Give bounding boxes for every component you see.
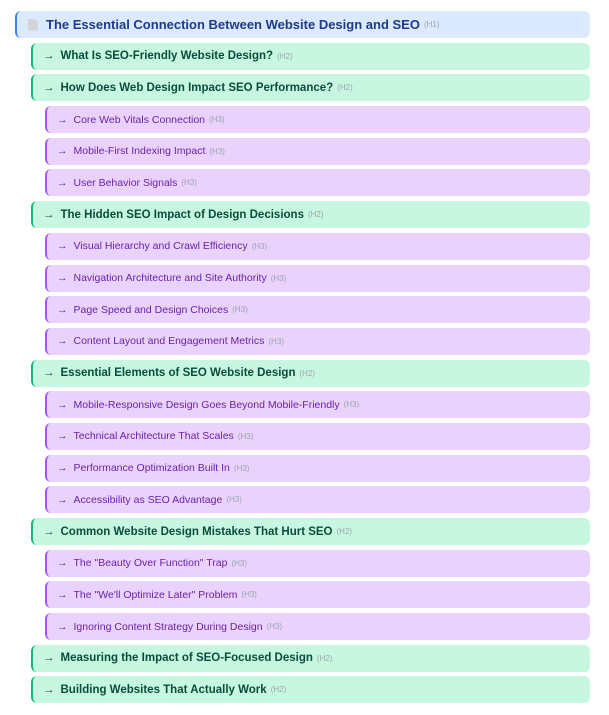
arrow-right-icon: →: [43, 683, 55, 696]
outline-item-h3[interactable]: [45, 613, 590, 640]
heading-text: Page Speed and Design Choices: [73, 303, 229, 316]
arrow-right-icon: →: [57, 272, 68, 284]
heading-text: Navigation Architecture and Site Authority: [73, 272, 267, 284]
arrow-right-icon: →: [57, 240, 68, 253]
arrow-right-icon: →: [43, 50, 55, 63]
arrow-right-icon: →: [43, 652, 55, 665]
heading-text: Content Layout and Engagement Metrics: [73, 335, 265, 348]
heading-level-tag: (H2): [316, 653, 333, 663]
outline-item-h2[interactable]: [31, 676, 590, 703]
outline-item-h2[interactable]: [31, 43, 590, 70]
outline-item-h2[interactable]: [31, 645, 590, 672]
heading-text: Measuring the Impact of SEO-Focused Design: [60, 652, 313, 665]
heading-level-tag: (H3): [231, 558, 248, 568]
heading-level-tag: (H2): [299, 368, 316, 378]
outline-item-h3[interactable]: [45, 328, 590, 355]
heading-text: User Behavior Signals: [73, 176, 178, 189]
arrow-right-icon: →: [43, 525, 55, 538]
heading-outline: [0, 11, 609, 708]
outline-item-h3[interactable]: [45, 296, 590, 323]
document-icon: [28, 19, 38, 31]
outline-item-h3[interactable]: [45, 423, 590, 450]
outline-item-h2[interactable]: [31, 74, 590, 101]
outline-item-h3[interactable]: [45, 138, 590, 165]
heading-text: The "Beauty Over Function" Trap: [73, 557, 228, 570]
arrow-right-icon: →: [57, 335, 68, 348]
arrow-right-icon: →: [57, 398, 68, 411]
arrow-right-icon: →: [57, 430, 68, 443]
heading-text: What Is SEO-Friendly Website Design?: [60, 50, 274, 63]
heading-level-tag: (H3): [226, 495, 242, 505]
outline-item-h3[interactable]: [45, 169, 590, 196]
heading-level-tag: (H3): [266, 622, 283, 632]
heading-level-tag: (H3): [181, 178, 197, 188]
heading-level-tag: (H3): [251, 241, 268, 251]
arrow-right-icon: →: [57, 176, 68, 189]
heading-text: Technical Architecture That Scales: [73, 430, 234, 443]
heading-level-tag: (H2): [307, 210, 324, 220]
heading-level-tag: (H3): [232, 305, 248, 315]
heading-level-tag: (H3): [233, 463, 250, 473]
heading-text: Common Website Design Mistakes That Hurt SEO: [60, 525, 333, 538]
heading-level-tag: (H3): [209, 146, 225, 156]
heading-text: Core Web Vitals Connection: [73, 113, 206, 126]
arrow-right-icon: →: [57, 145, 68, 158]
outline-item-h1[interactable]: [15, 11, 590, 38]
outline-item-h3[interactable]: [45, 486, 590, 513]
heading-level-tag: (H2): [277, 51, 293, 61]
heading-text: How Does Web Design Impact SEO Performance?: [60, 81, 334, 94]
heading-text: Performance Optimization Built In: [73, 462, 230, 475]
outline-item-h3[interactable]: [45, 265, 590, 292]
arrow-right-icon: →: [57, 462, 68, 475]
outline-item-h2[interactable]: [31, 360, 590, 387]
heading-text: Ignoring Content Strategy During Design: [73, 620, 263, 633]
heading-level-tag: (H3): [268, 336, 284, 346]
heading-level-tag: (H3): [343, 400, 360, 410]
outline-item-h3[interactable]: [45, 455, 590, 482]
arrow-right-icon: →: [57, 113, 68, 126]
outline-item-h3[interactable]: [45, 581, 590, 608]
heading-level-tag: (H3): [241, 590, 257, 600]
arrow-right-icon: →: [57, 303, 68, 316]
arrow-right-icon: →: [57, 493, 68, 506]
arrow-right-icon: →: [57, 620, 68, 633]
heading-level-tag: (H2): [270, 685, 287, 695]
outline-item-h3[interactable]: [45, 550, 590, 577]
outline-item-h2[interactable]: [31, 518, 590, 545]
heading-level-tag: (H2): [337, 83, 353, 93]
arrow-right-icon: →: [43, 81, 55, 94]
arrow-right-icon: →: [57, 588, 68, 601]
heading-level-tag: (H2): [336, 527, 353, 536]
heading-level-tag: (H3): [270, 273, 287, 283]
outline-item-h3[interactable]: [45, 233, 590, 260]
heading-text: Essential Elements of SEO Website Design: [60, 367, 296, 380]
outline-item-h3[interactable]: [45, 391, 590, 418]
heading-text: Accessibility as SEO Advantage: [73, 493, 223, 506]
heading-text: Building Websites That Actually Work: [60, 683, 267, 696]
arrow-right-icon: →: [43, 367, 55, 380]
arrow-right-icon: →: [57, 557, 68, 570]
arrow-right-icon: →: [43, 208, 55, 221]
heading-level-tag: (H3): [209, 115, 225, 125]
heading-level-tag: (H3): [237, 431, 254, 441]
outline-item-h3[interactable]: [45, 106, 590, 133]
heading-level-tag: (H1): [423, 20, 440, 29]
heading-text: Mobile-First Indexing Impact: [73, 145, 206, 158]
heading-text: Visual Hierarchy and Crawl Efficiency: [73, 240, 248, 253]
heading-text: The Hidden SEO Impact of Design Decisions: [60, 208, 304, 221]
outline-item-h2[interactable]: [31, 201, 590, 228]
heading-text: The Essential Connection Between Website Design and SEO: [46, 17, 420, 32]
heading-text: The "We'll Optimize Later" Problem: [73, 588, 238, 601]
heading-text: Mobile-Responsive Design Goes Beyond Mobile-Friendly: [73, 398, 340, 411]
